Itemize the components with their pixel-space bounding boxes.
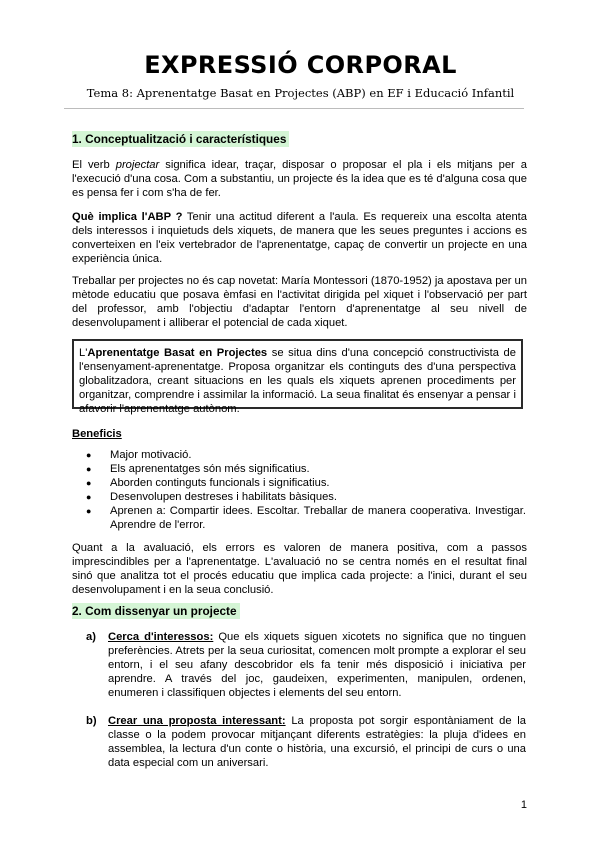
benefits-list (86, 448, 526, 532)
bullet-icon: ● (86, 464, 92, 474)
list-item: ● Aborden continguts funcionals i significatius. (86, 477, 330, 489)
item-title: Crear una proposta interessant: (108, 715, 286, 727)
paragraph-definition: El verb projectar significa idear, traçar, disposar o proposar el pla i els mitjans per a l'execució d'una cosa. Com a substantiu, un projecte és la idea que es té d'alguna cosa que es pensa fer i com s'ha de fer. (72, 159, 527, 199)
bullet-icon: ● (86, 492, 92, 502)
item-label: b) (86, 715, 97, 727)
bold-question: Què implica l'ABP ? (72, 211, 183, 223)
page-number: 1 (520, 799, 527, 811)
item-title: Cerca d'interessos: (108, 631, 214, 643)
design-steps-list (86, 630, 526, 784)
document-title: EXPRESSIÓ CORPORAL (144, 51, 457, 79)
bold-abp-term: Aprenentatge Basat en Projectes (87, 347, 268, 359)
paragraph-montessori: Treballar per projectes no és cap novetat: María Montessori (1870-1952) ja apostava per un mètode educatiu que posava èmfasi en l'activitat dirigida pel xiquet i l'observació per part del professor, amb l'objectiu d'adaptar l'entorn d'aprenentatge al seu nivell de desenvolupament i alliberar el potencial de cada xiquet. (72, 275, 527, 329)
list-item: ● Major motivació. (86, 449, 192, 461)
paragraph-abp-implies: Què implica l'ABP ? Tenir una actitud diferent a l'aula. Es requereix una escolta atenta dels interessos i inquietuds dels xiquets, de manera que les seues preguntes i accions es converteixen en l'eix vertebrador de l'aprenentatge, capaç de convertir un projecte en una experiència única. (72, 211, 527, 265)
emphasis-projectar: projectar (115, 159, 160, 171)
list-item: ● Aprenen a: Compartir idees. Escoltar. Treballar de manera cooperativa. Investigar. Aprendre de l'error. (86, 505, 526, 531)
list-item: a) Cerca d'interessos: Que els xiquets siguen xicotets no significa que no tinguen preferències. Atrets per la seua curiositat, comencen molt prompte a explorar el seu entorn, i el seu afany descobridor els fa tenir més disposició i iniciativa per aprendre. A través del joc, gaudeixen, experimenten, manipulen, ordenen, enumeren i classifiquen objectes i elements del seu entorn. (86, 631, 526, 699)
section-heading-2: 2. Com dissenyar un projecte (72, 603, 240, 619)
benefits-heading: Beneficis (72, 428, 122, 440)
document-page (72, 0, 529, 848)
bullet-icon: ● (86, 450, 92, 460)
bullet-icon: ● (86, 506, 92, 516)
definition-box-text: L'Aprenentatge Basat en Projectes se situa dins d'una concepció constructivista de l'ensenyament-aprenentatge. Proposa organitzar els continguts des d'una perspectiva globalitzadora, creant situacions en les quals els xiquets aprenen procediments per organitzar, comprendre i assimilar la informació. La seua finalitat és ensenyar a pensar i afavorir l'aprenentatge autònom. (79, 347, 516, 415)
title-divider (64, 108, 524, 109)
item-label: a) (86, 631, 96, 643)
section-heading-1: 1. Conceptualització i característiques (72, 131, 289, 147)
list-item: ● Desenvolupen destreses i habilitats bàsiques. (86, 491, 337, 503)
bullet-icon: ● (86, 478, 92, 488)
list-item: b) Crear una proposta interessant: La proposta pot sorgir espontàniament de la classe o la podem provocar mitjançant diferents estratègies: la pluja d'idees en assemblea, la lectura d'un conte o història, una excursió, el principi de curs o una data especial com un aniversari. (86, 715, 526, 769)
list-item: ● Els aprenentatges són més significatius. (86, 463, 310, 475)
document-subtitle: Tema 8: Aprenentatge Basat en Projectes (ABP) en EF i Educació Infantil (86, 86, 515, 100)
paragraph-evaluation: Quant a la avaluació, els errors es valoren de manera positiva, com a passos imprescindibles per a l'aprenentatge. L'avaluació no se centra només en el resultat final sinó que analitza tot el procés educatiu que implica cada projecte: a l'inici, durant el seu desenvolupament i en la seua conclusió. (72, 542, 527, 596)
definition-box (72, 339, 523, 415)
